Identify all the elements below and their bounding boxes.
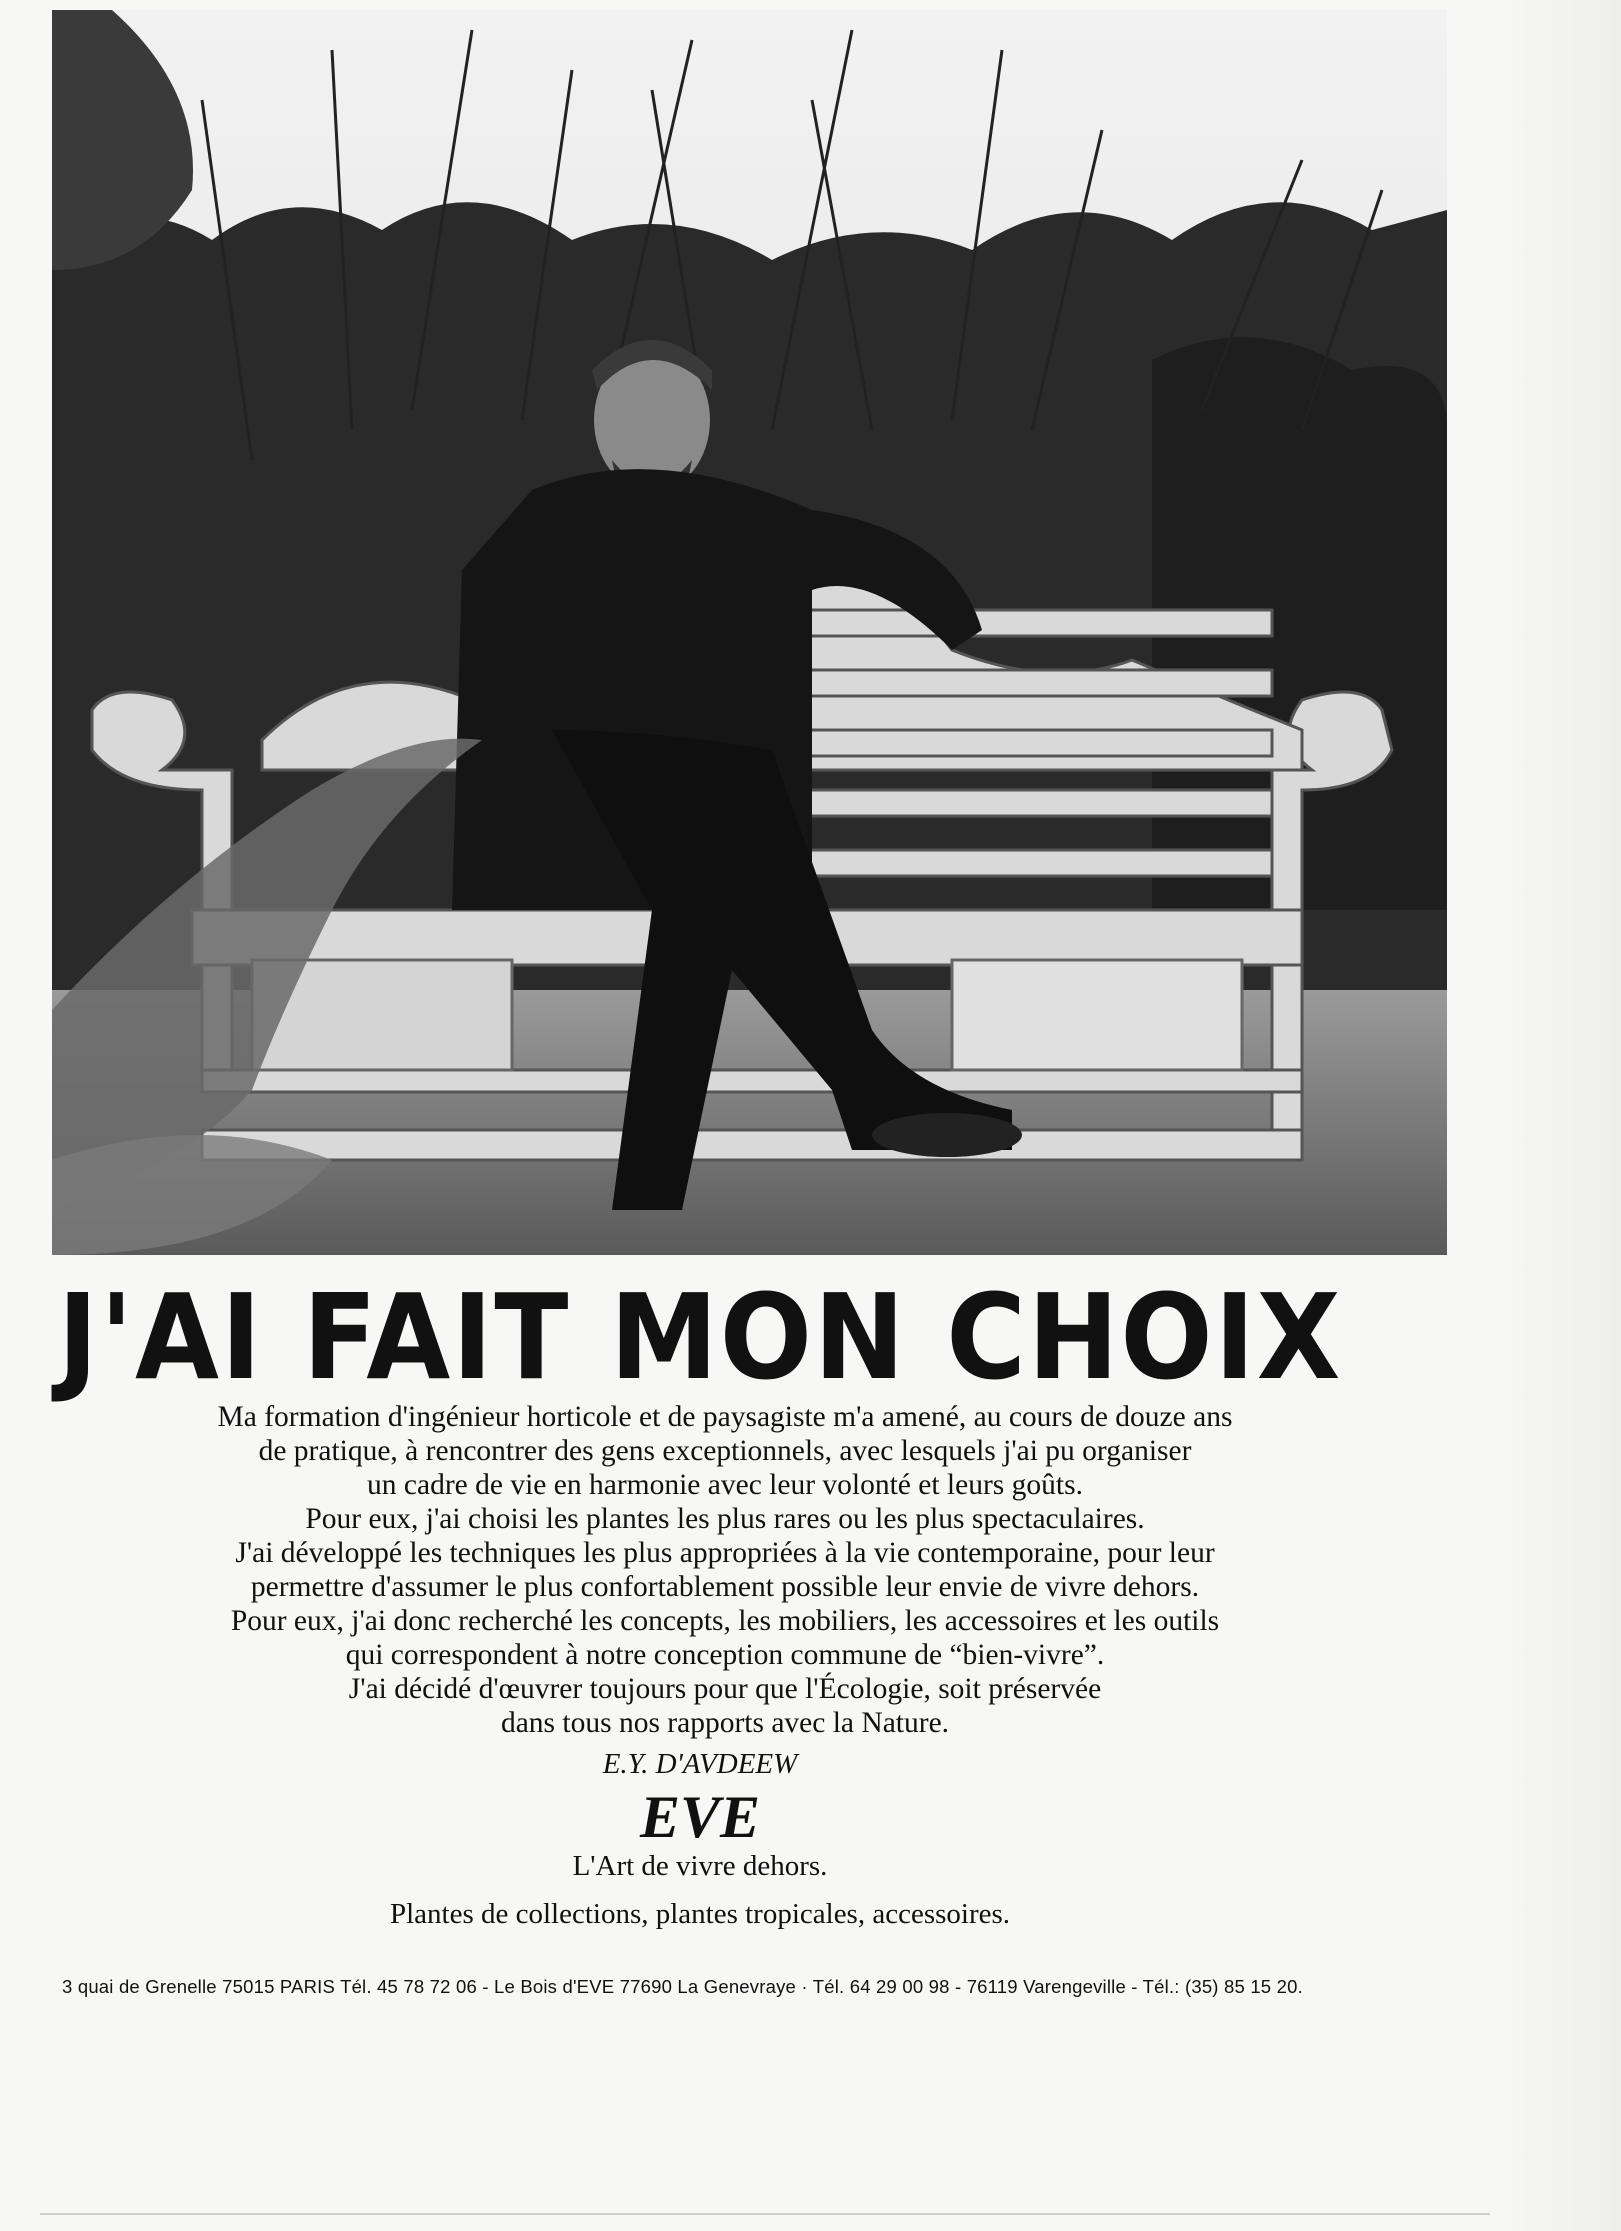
body-line: Ma formation d'ingénieur horticole et de paysagiste m'a amené, au cours de douze ans [217, 1401, 1233, 1433]
body-line: un cadre de vie en harmonie avec leur volonté et leurs goûts. [367, 1469, 1083, 1501]
products-line: Plantes de collections, plantes tropicales, accessoires. [389, 1898, 1011, 1930]
body-line: J'ai développé les techniques les plus appropriées à la vie contemporaine, pour leur [235, 1537, 1215, 1569]
page-edge [1490, 0, 1621, 2231]
body-line: dans tous nos rapports avec la Nature. [500, 1707, 950, 1739]
body-line: Pour eux, j'ai choisi les plantes les plus rares ou les plus spectaculaires. [305, 1503, 1145, 1535]
body-line: permettre d'assumer le plus confortablement possible leur envie de vivre dehors. [250, 1571, 1200, 1603]
tagline: L'Art de vivre dehors. [572, 1850, 828, 1882]
signature: E.Y. D'AVDEEW [602, 1748, 798, 1780]
address-line: 3 quai de Grenelle 75015 PARIS Tél. 45 78 72 06 - Le Bois d'EVE 77690 La Genevraye · Tél. 64 29 00 98 - 76119 Varengeville - Tél.: (35) 85 15 20. [62, 1976, 1303, 1997]
brand-logo: EVE [639, 1784, 761, 1850]
photo [52, 10, 1447, 1255]
body-line: J'ai décidé d'œuvrer toujours pour que l'Écologie, soit préservée [348, 1673, 1102, 1705]
body-line: Pour eux, j'ai donc recherché les concepts, les mobiliers, les accessoires et les outils [230, 1605, 1220, 1637]
body-line: de pratique, à rencontrer des gens exceptionnels, avec lesquels j'ai pu organiser [258, 1435, 1192, 1467]
man-sitting-on-garden-bench-icon [52, 10, 1447, 1255]
divider [40, 2213, 1490, 2215]
headline: J'AI FAIT MON CHOIX [57, 1268, 1343, 1406]
body-line: qui correspondent à notre conception commune de “bien-vivre”. [345, 1639, 1105, 1671]
manifesto-text [80, 1400, 1370, 1740]
